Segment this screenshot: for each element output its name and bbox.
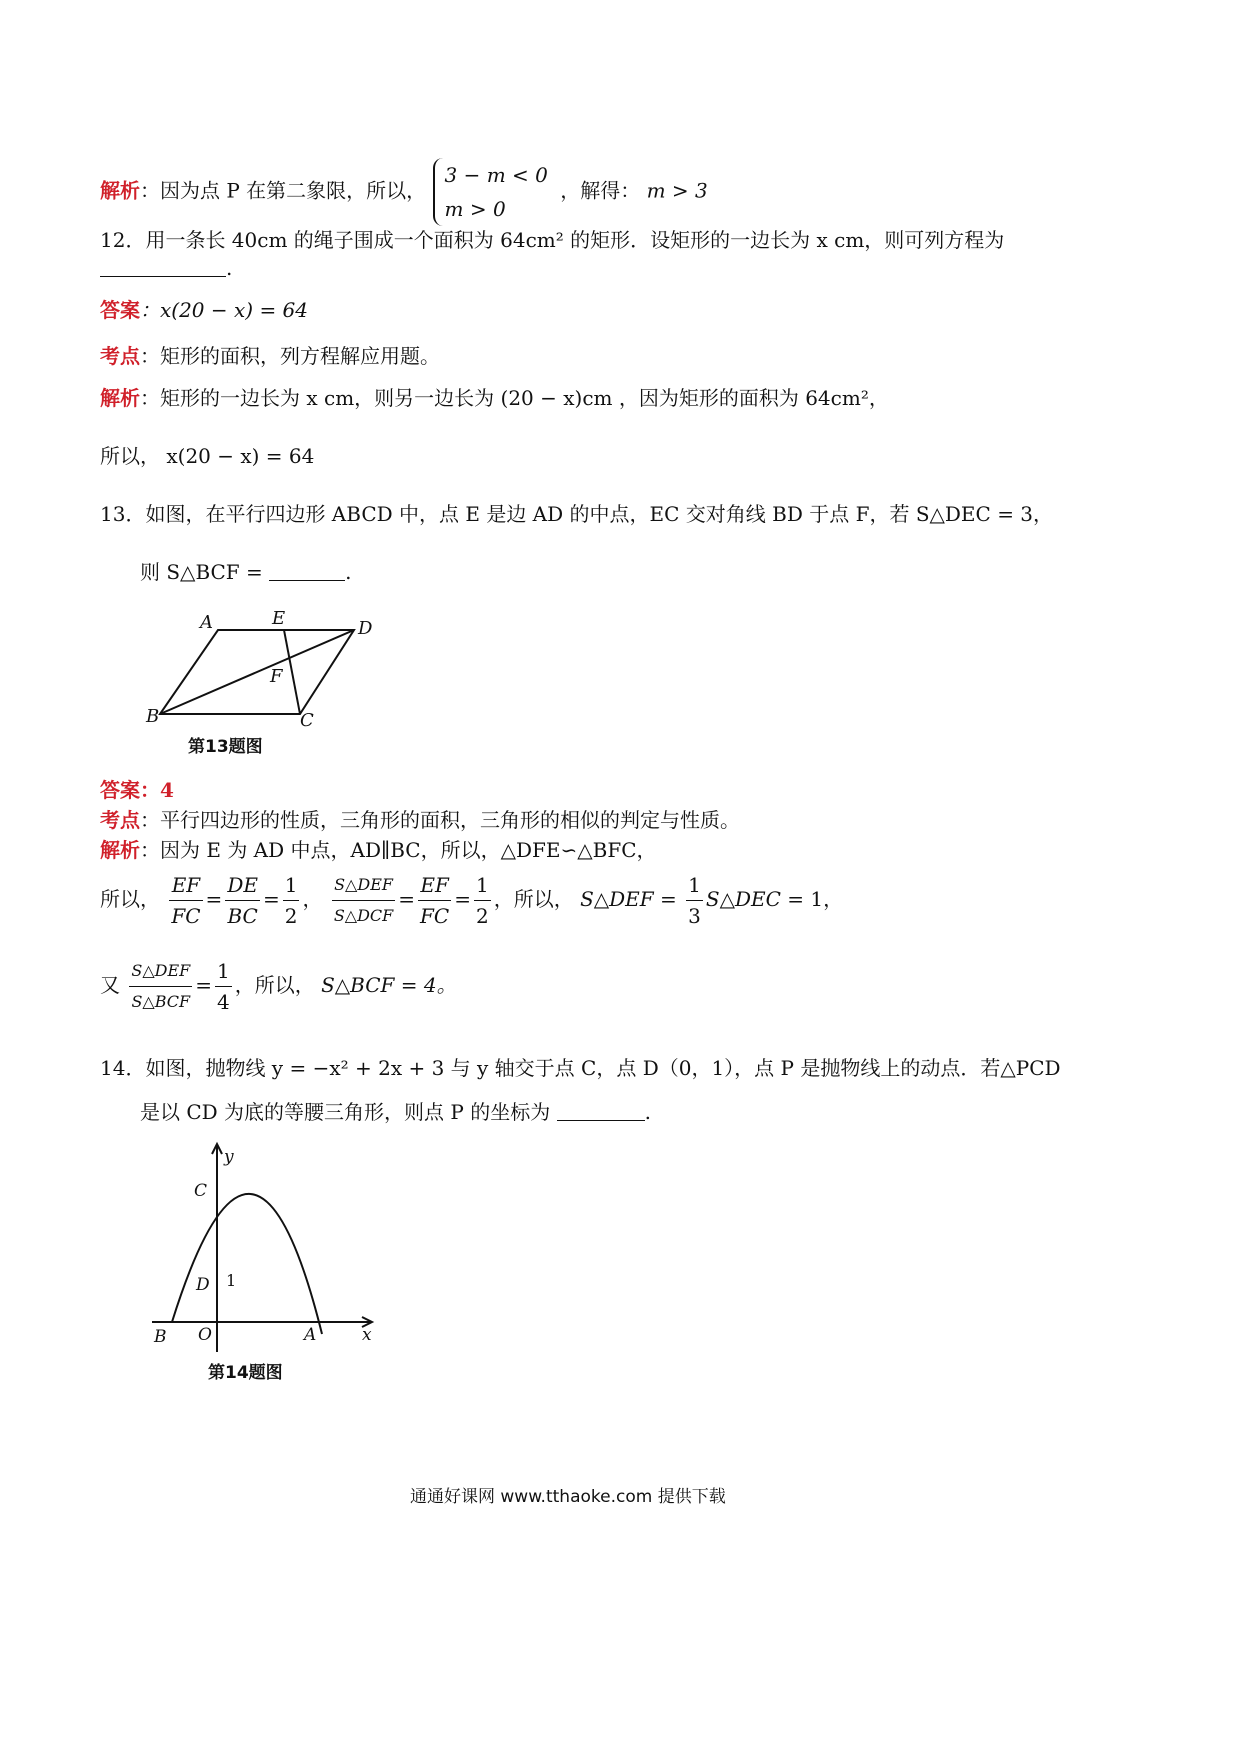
q12-answer-blank: . bbox=[100, 256, 232, 280]
label-a: A bbox=[200, 612, 213, 633]
q13-line1-prefix: 所以， bbox=[100, 887, 160, 911]
jiexi-label: 解析 bbox=[100, 178, 140, 203]
q14-figure bbox=[146, 1140, 386, 1355]
q11-case-2: m > 0 bbox=[444, 197, 506, 221]
q12-question: 12．用一条长 40cm 的绳子围成一个面积为 64cm² 的矩形．设矩形的一边长为 x cm，则可列方程为 bbox=[100, 228, 1005, 252]
frac-ef-fc-2: $\frac{EF}{FC}$ bbox=[420, 873, 450, 928]
frac-half-2: $\frac{1}{2}$ bbox=[475, 873, 489, 928]
frac-sdef-sbcf: $\frac{\text{S△DEF}}{\text{S△BCF}}$ bbox=[129, 958, 192, 1015]
q13-answer: ：4 bbox=[140, 778, 174, 802]
frac-third: $\frac{1}{3}$ bbox=[688, 873, 701, 928]
q11-case-1: 3 − m < 0 bbox=[444, 163, 548, 187]
answer-label: 答案 bbox=[100, 298, 140, 322]
s-def: S△DEF bbox=[580, 887, 654, 911]
q14-question-2-text: 是以 CD 为底的等腰三角形，则点 P 的坐标为 bbox=[140, 1100, 551, 1124]
label-b: B bbox=[154, 1327, 167, 1347]
q14-question: 14．如图，抛物线 y = −x² + 2x + 3 与 y 轴交于点 C，点 D（0，1），点 P 是抛物线上的动点．若△PCD bbox=[100, 1056, 1061, 1080]
frac-quarter: $\frac{1}{4}$ bbox=[217, 959, 230, 1014]
label-a: A bbox=[304, 1325, 317, 1345]
kaodian-label: 考点 bbox=[100, 344, 140, 368]
q12-conclusion: 所以， x(20 − x) = 64 bbox=[100, 444, 315, 468]
label-f: F bbox=[270, 666, 283, 687]
q12-answer-line bbox=[100, 294, 308, 323]
label-d: D bbox=[196, 1275, 210, 1295]
label-e: E bbox=[272, 608, 286, 629]
jiexi-label: 解析 bbox=[100, 838, 140, 862]
q13-figure bbox=[140, 606, 400, 756]
label-b: B bbox=[146, 706, 160, 727]
q13-line2-mid: ，所以， bbox=[234, 973, 315, 997]
q12-kaodian: ：矩形的面积，列方程解应用题。 bbox=[140, 344, 440, 368]
q11-jiexi-text-2: ，解得： bbox=[560, 178, 641, 203]
frac-half: $\frac{1}{2}$ bbox=[284, 873, 298, 928]
label-x: x bbox=[362, 1325, 372, 1345]
q11-result: m > 3 bbox=[646, 178, 708, 203]
q13-line1-mid: ，所以， bbox=[493, 887, 574, 911]
s-dec: S△DEC bbox=[705, 887, 781, 911]
q14-question-2: 是以 CD 为底的等腰三角形，则点 P 的坐标为 . bbox=[140, 1100, 651, 1124]
q13-question-2-text: 则 S△BCF = bbox=[140, 560, 263, 584]
q13-jiexi: ：因为 E 为 AD 中点，AD∥BC，所以，△DFE∽△BFC， bbox=[140, 838, 657, 862]
label-one: 1 bbox=[226, 1271, 237, 1290]
q13-jiexi-line bbox=[100, 834, 657, 863]
label-c: C bbox=[194, 1181, 208, 1201]
kaodian-label: 考点 bbox=[100, 808, 140, 832]
q12-answer: ：x(20 − x) = 64 bbox=[140, 298, 309, 322]
answer-label: 答案 bbox=[100, 778, 140, 802]
q13-ratio-line: 所以， $\frac{EF}{FC}$ = $\frac{DE}{BC}$ = $\frac{1}{2}$ ， $\frac{\text{S△DEF}}{\text{S△DCF}}$ = $\frac{EF}{FC}$ = $\frac{1}{2}$ ，所以， S△DEF = $\frac{1}{3}$ S△DEC = 1， bbox=[100, 873, 844, 928]
page-footer: 通通好课网 www.tthaoke.com 提供下载 bbox=[410, 1487, 726, 1507]
q13-final-line: 又 $\frac{\text{S△DEF}}{\text{S△BCF}}$ = $\frac{1}{4}$ ，所以， S△BCF = 4。 bbox=[100, 959, 457, 1014]
q13-figure-caption: 第13题图 bbox=[188, 737, 263, 757]
q12-jiexi-line bbox=[100, 382, 889, 411]
q13-kaodian: ：平行四边形的性质，三角形的面积，三角形的相似的判定与性质。 bbox=[140, 808, 740, 832]
label-c: C bbox=[300, 710, 314, 731]
segment-ec bbox=[284, 630, 300, 714]
q13-line2-prefix: 又 bbox=[100, 973, 120, 997]
frac-de-bc: $\frac{DE}{BC}$ bbox=[227, 873, 258, 928]
label-o: O bbox=[198, 1325, 212, 1345]
q13-question: 13．如图，在平行四边形 ABCD 中，点 E 是边 AD 的中点，EC 交对角线 BD 于点 F，若 S△DEC = 3， bbox=[100, 502, 1054, 526]
q11-jiexi-line bbox=[100, 158, 708, 226]
frac-sdef-sdcf: $\frac{\text{S△DEF}}{\text{S△DCF}}$ bbox=[332, 872, 395, 929]
q11-case-system bbox=[433, 158, 554, 226]
q12-kaodian-line bbox=[100, 340, 440, 369]
label-d: D bbox=[358, 618, 373, 639]
frac-ef-fc: $\frac{EF}{FC}$ bbox=[171, 873, 201, 928]
q11-jiexi-text: ：因为点 P 在第二象限，所以， bbox=[140, 178, 427, 203]
q13-answer-line bbox=[100, 774, 174, 803]
label-y: y bbox=[224, 1147, 234, 1167]
q14-figure-caption: 第14题图 bbox=[208, 1363, 283, 1383]
q13-line2-end: S△BCF = 4。 bbox=[321, 973, 457, 997]
q13-question-2: 则 S△BCF = . bbox=[140, 560, 352, 584]
q13-kaodian-line bbox=[100, 804, 740, 833]
jiexi-label: 解析 bbox=[100, 386, 140, 410]
q12-jiexi: ：矩形的一边长为 x cm，则另一边长为 (20 − x)cm ，因为矩形的面积为 64cm²， bbox=[140, 386, 889, 410]
parabola-curve bbox=[172, 1194, 322, 1334]
q13-line1-end: = 1， bbox=[787, 887, 844, 911]
